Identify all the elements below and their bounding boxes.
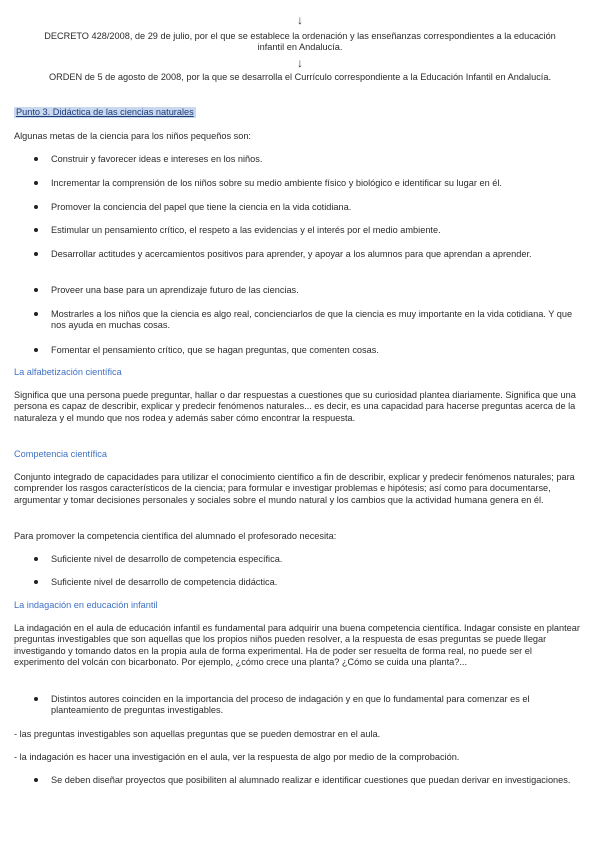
dash-item: - la indagación es hacer una investigación en el aula, ver la respuesta de algo por medio de la comprobación. [14, 752, 460, 762]
bullet-icon [34, 778, 38, 782]
alfabetizacion-text: Significa que una persona puede preguntar, hallar o dar respuestas a cuestiones que su curiosidad plantea diariamente. Significa que una persona es capaz de describir, explicar y predecir fenómenos naturales... es decir, es una capacidad para hacerse preguntas acerca de la naturaleza y el mundo que nos rodea y además saber cómo encontrar la respuesta. [14, 390, 576, 423]
bullet-icon [34, 205, 38, 209]
bullet-icon [34, 228, 38, 232]
bullet-icon [34, 557, 38, 561]
decreto-text: DECRETO 428/2008, de 29 de julio, por el que se establece la ordenación y las enseñanzas correspondientes a la educación infantil en Andalucía. [44, 31, 556, 53]
goals-intro: Algunas metas de la ciencia para los niños pequeños son: [14, 131, 251, 141]
competencia-text: Conjunto integrado de capacidades para utilizar el conocimiento científico a fin de describir, explicar y predecir fenómenos naturales; para comprender los rasgos característicos de la ciencia; para formular e investigar problemas e hipótesis; así como para documentarse, argumentar y tomar decisiones personales y sociales sobre el mundo natural y los cambios que la actividad humana genera en él. [14, 472, 575, 505]
bullet-icon [34, 697, 38, 701]
bullet-icon [34, 252, 38, 256]
competencia-intro: Para promover la competencia científica del alumnado el profesorado necesita: [14, 531, 337, 541]
bullet-icon [34, 181, 38, 185]
bullet-icon [34, 288, 38, 292]
section-heading [16, 107, 196, 118]
bullet-icon [34, 348, 38, 352]
document-page: ↓ DECRETO 428/2008, de 29 de julio, por el que se establece la ordenación y las enseñanzas correspondientes a la educación infantil en Andalucía. ↓ ORDEN de 5 de agosto de 2008, por la que se desarrolla el Currículo correspondiente a la Educación Infantil en Andalucía. Punto 3. Didáctica de las ciencias naturales Algunas metas de la ciencia para los niños pequeños son: Construir y favorecer ideas e intereses en los niños. Incrementar la comprensión de los niños sobre su medio ambiente físico y biológico e identificar su lugar en él. Promover la conciencia del papel que tiene la ciencia en la vida cotidiana. Estimular un pensamiento crítico, el respeto a las evidencias y el interés por el medio ambiente. Desarrollar actitudes y acercamientos positivos para aprender, y apoyar a los alumnos para que aprendan a aprender. Proveer una base para un aprendizaje futuro de las ciencias. Mostrarles a los niños que la ciencia es algo real, concienciarlos de que la ciencia es muy importante en la vida cotidiana. Y que nos ayuda en muchas cosas. Fomentar el pensamiento crítico, que se hagan preguntas, que comenten cosas. La alfabetización científica Significa que una persona puede preguntar, hallar o dar respuestas a cuestiones que su curiosidad plantea diariamente. Significa que una persona es capaz de describir, explicar y predecir fenómenos naturales... es decir, es una capacidad para hacerse preguntas acerca de la naturaleza y el mundo que nos rodea y además saber cómo encontrar la respuesta. Competencia científica Conjunto integrado de capacidades para utilizar el conocimiento científico a fin de describir, explicar y predecir fenómenos naturales; para comprender los rasgos característicos de la ciencia; para formular e investigar problemas e hipótesis; así como para documentarse, argumentar y tomar decisiones personales y sociales sobre el mundo natural y los cambios que la actividad humana genera en él. Para promover la competencia científica del alumnado el profesorado necesita: Suficiente nivel de desarrollo de competencia específica. Suficiente nivel de desarrollo de competencia didáctica. La indagación en educación infantil La indagación en el aula de educación infantil es fundamental para adquirir una buena competencia científica. Indagar consiste en plantear preguntas investigables que son aquellas que los propios niños pueden resolver, a la respuesta de esas preguntas se puede llegar investigando y tomando datos en la propia aula de forma experimental. Ha de poder ser resuelta de forma real, no puede ser el experimento del volcán con bicarbonato. Por ejemplo, ¿cómo crece una planta? ¿Cómo se cuida una planta?... Distintos autores coinciden en la importancia del proceso de indagación y en que lo fundamental para comenzar es el planteamiento de preguntas investigables. - las preguntas investigables son aquellas preguntas que se pueden demostrar en el aula. - la indagación es hacer una investigación en el aula, ver la respuesta de algo por medio de la comprobación. Se deben diseñar proyectos que posibiliten al alumnado realizar e identificar cuestiones que puedan derivar en investigaciones. [0, 0, 600, 848]
indagacion-text: La indagación en el aula de educación infantil es fundamental para adquirir una buena competencia científica. Indagar consiste en plantear preguntas investigables que son aquellas que los propios niños pueden resolver, a la respuesta de esas preguntas se puede llegar investigando y tomando datos en la propia aula de forma experimental. Ha de poder ser resuelta de forma real, no puede ser el experimento del volcán con bicarbonato. Por ejemplo, ¿cómo crece una planta? ¿Cómo se cuida una planta?... [14, 623, 580, 668]
arrow-down-icon: ↓ [297, 56, 303, 70]
dash-item: - las preguntas investigables son aquellas preguntas que se pueden demostrar en el aula. [14, 729, 381, 739]
arrow-down-icon: ↓ [297, 13, 303, 27]
orden-text: ORDEN de 5 de agosto de 2008, por la que se desarrolla el Currículo correspondiente a la Educación Infantil en Andalucía. [48, 72, 552, 82]
indagacion-heading: La indagación en educación infantil [14, 600, 158, 610]
bullet-icon [34, 157, 38, 161]
bullet-icon [34, 580, 38, 584]
alfabetizacion-heading: La alfabetización científica [14, 367, 122, 377]
bullet-icon [34, 312, 38, 316]
competencia-heading: Competencia científica [14, 449, 107, 459]
punto3-title: Punto 3. Didáctica de las ciencias naturales [16, 107, 194, 117]
